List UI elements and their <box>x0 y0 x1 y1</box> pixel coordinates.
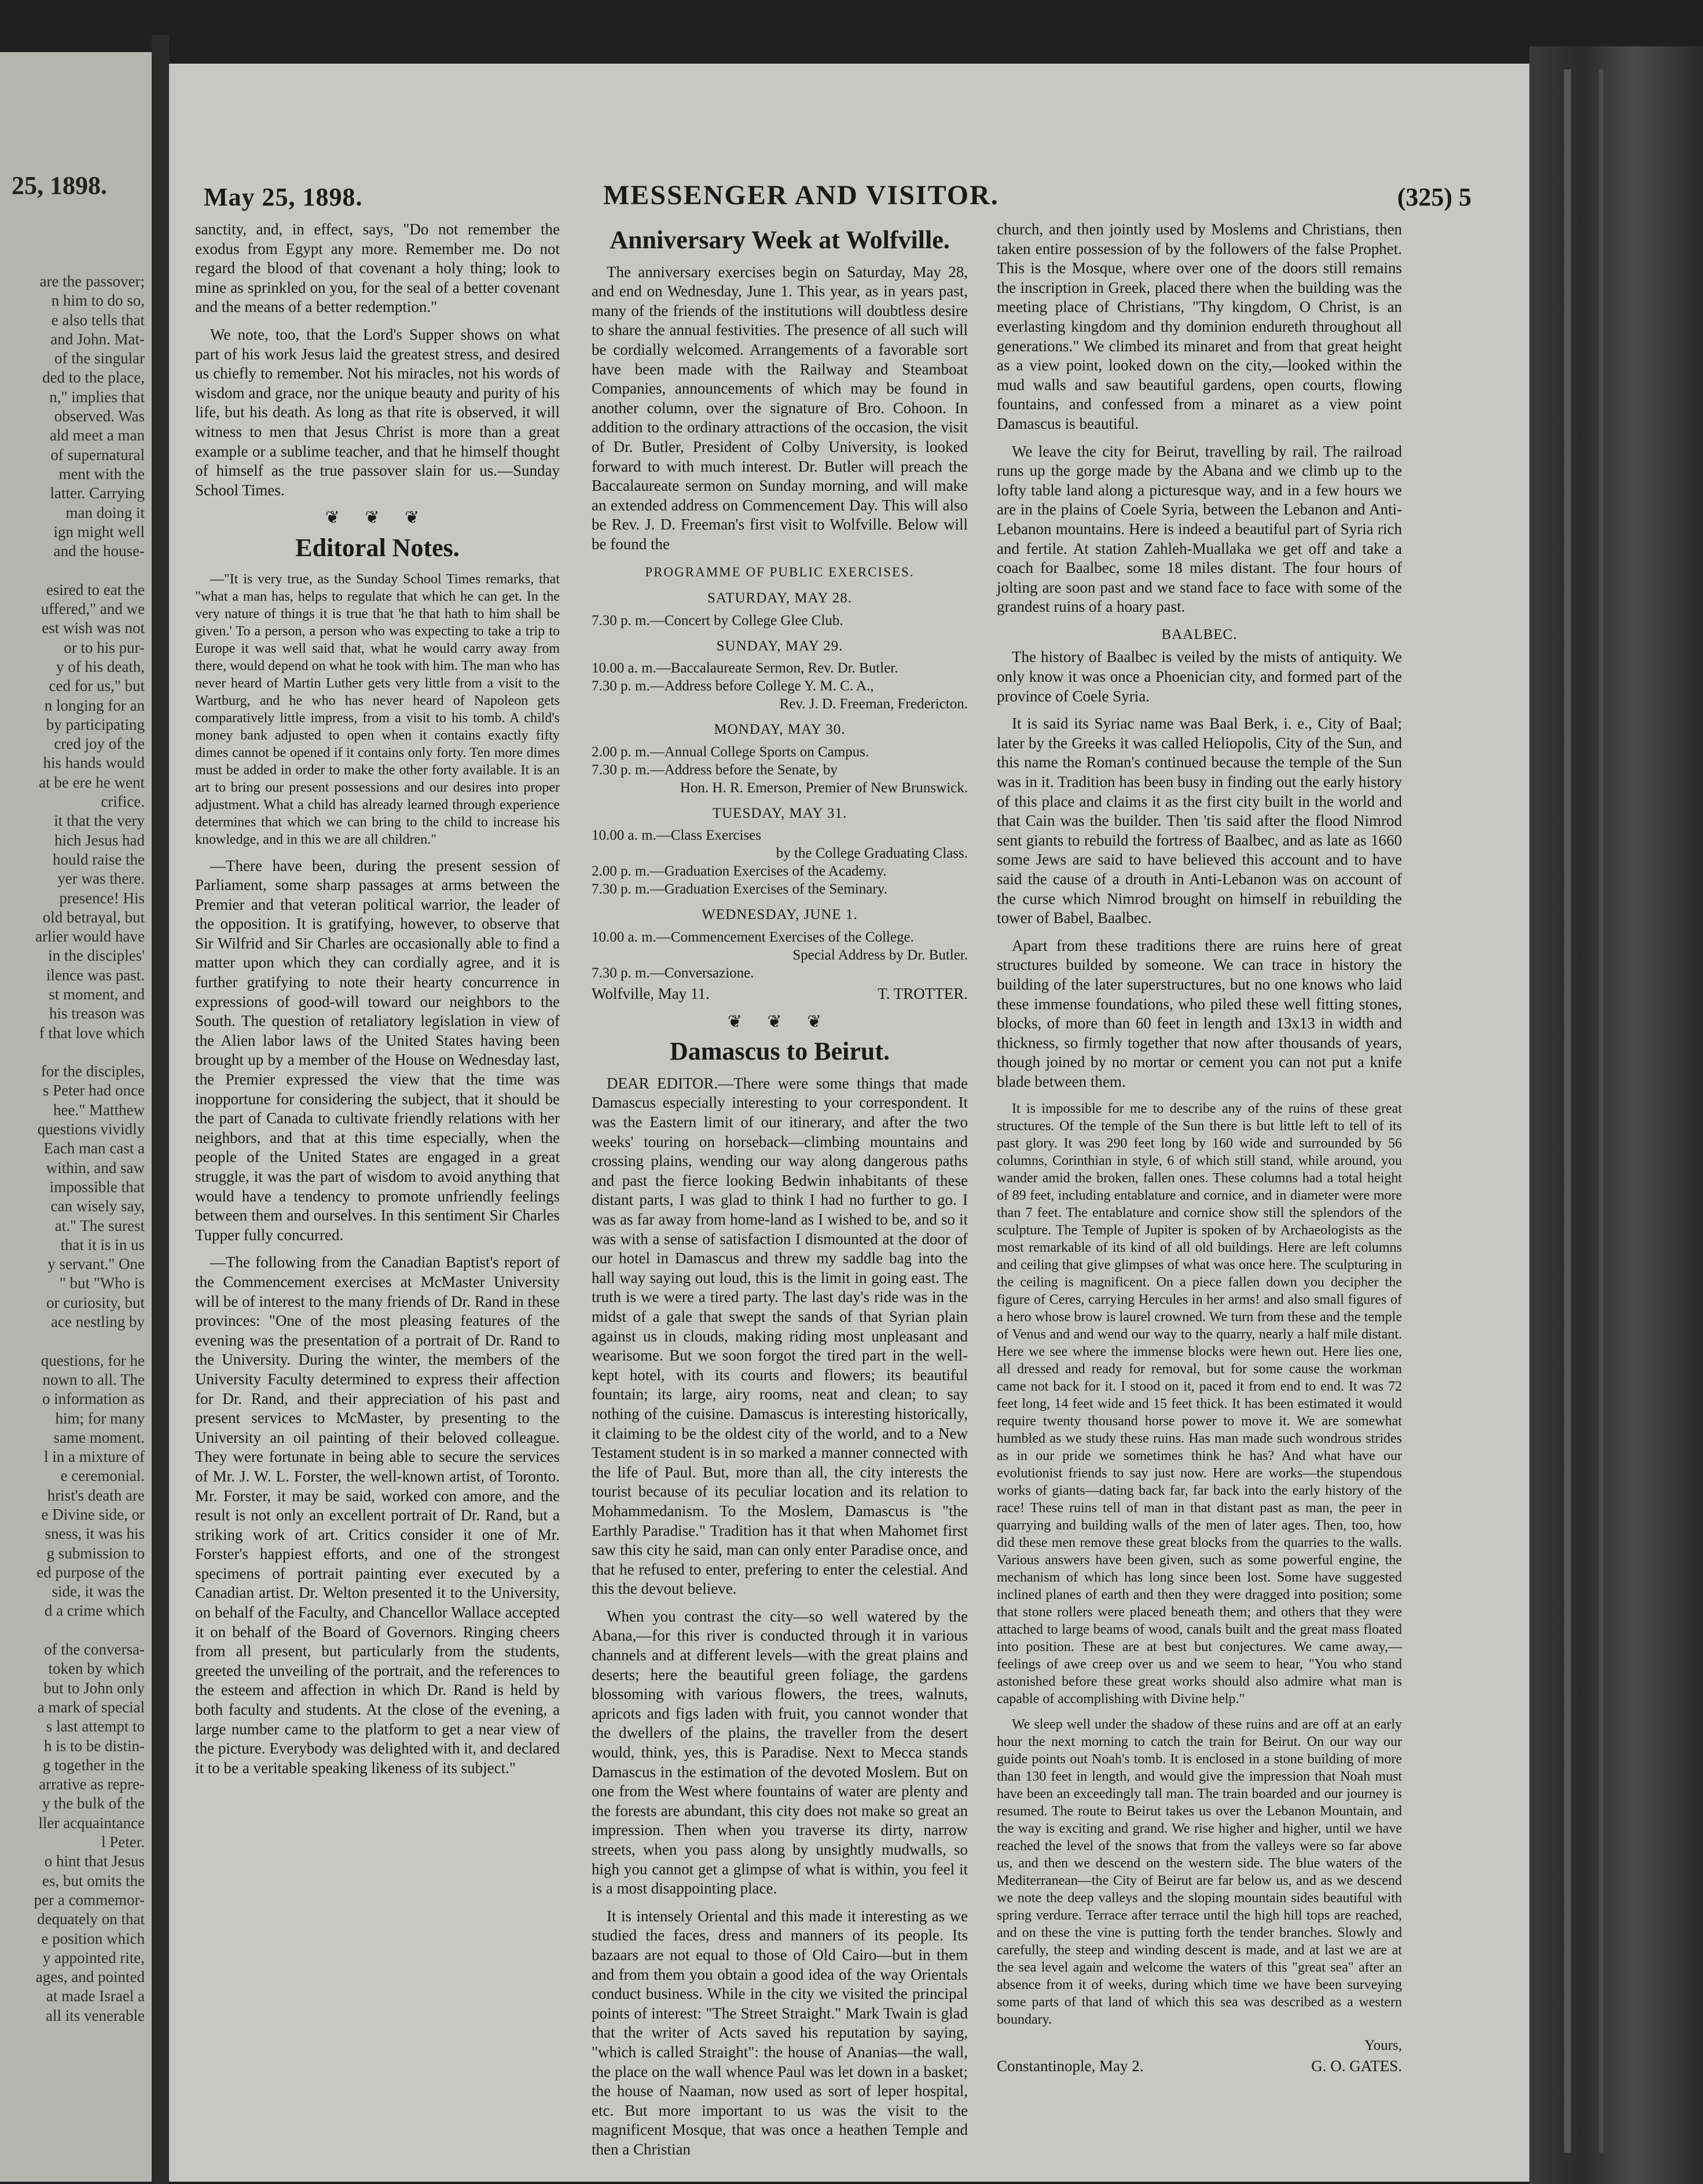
previous-page-line: o information as <box>42 1390 145 1408</box>
article-paragraph: DEAR EDITOR.—There were some things that made Damascus especially interesting to your correspondent. It was the Eastern limit of our itinerary, and after the two weeks' touring on horseback—climbing mountains and crossing plains, wending our way along dangerous paths and past the fierce looking Bedwin inhabitants of these distant parts, I was glad to think I had no further to go. I was as far away from home-land as I wished to be, and so it was with a sense of satisfaction I dismounted at the door of our hotel in Damascus and threw my saddle bag into the hall way saying out loud, this is the limit in going east. The truth is we were a tired party. The last day's ride was in the midst of a gale that swept the sands of that Syrian plain against us in clouds, making riding most unpleasant and wearisome. But we soon forgot the tired part in the well-kept hotel, with its courts and flowers; its beautiful fountain; its large, airy rooms, neat and clean; to say nothing of the cuisine. Damascus is interesting historically, it claiming to be the oldest city of the world, and to a New Testament student is in so marked a manner connected with the life of Paul. But, more than all, the city interests the tourist because of its peculiar location and its relation to Mohammedanism. To the Moslem, Damascus is "the Earthly Paradise." Tradition has it that when Mahomet first saw this city he said, man can only enter Paradise once, and that he refused to enter, prefering to enter the celestial. And this the devout believe. <box>592 1074 968 1598</box>
signature-name: G. O. GATES. <box>1311 2057 1402 2075</box>
programme-list <box>592 589 968 982</box>
previous-page-line: at be ere he went <box>39 773 145 791</box>
programme-item: Special Address by Dr. Butler. <box>792 947 968 964</box>
previous-page-line: in the disciples' <box>48 947 145 965</box>
previous-page-line: yer was there. <box>57 870 145 888</box>
previous-page-line: all its venerable <box>46 2006 145 2024</box>
previous-page-line: l Peter. <box>101 1833 145 1851</box>
article-paragraph: The history of Baalbec is veiled by the mists of antiquity. We only know it was once a Phoenician city, and formed part of the province of Coele Syria. <box>997 648 1402 705</box>
previous-page-line <box>0 1621 145 1640</box>
previous-page-line: impossible that <box>49 1178 145 1196</box>
previous-page-line: arrative as repre- <box>39 1775 145 1793</box>
previous-page-line: ace nestling by <box>51 1313 145 1331</box>
previous-page-line: same moment. <box>53 1428 145 1446</box>
previous-page-line: uffered," and we <box>41 600 145 618</box>
previous-page-line: side, it was the <box>52 1583 145 1601</box>
previous-page-line: g submission to <box>46 1544 145 1562</box>
previous-page-line: nown to all. The <box>42 1370 145 1388</box>
previous-page-text <box>0 272 145 2025</box>
masthead-title: MESSENGER AND VISITOR. <box>603 180 999 211</box>
programme-item: 10.00 a. m.—Commencement Exercises of the College. <box>592 929 914 946</box>
previous-page-line: for the disciples, <box>41 1062 145 1080</box>
previous-page-line: by participating <box>46 715 145 733</box>
previous-page-line: at made Israel a <box>46 1987 145 2005</box>
programme-item: Hon. H. R. Emerson, Premier of New Brunswick. <box>680 780 968 796</box>
spine-stripe <box>1564 69 1571 2153</box>
previous-page-line: ced for us," but <box>49 677 145 695</box>
article-paragraph: It is impossible for me to describe any of the ruins of these great structures. Of the temple of the Sun there is but little left to tell of its past glory. It was 290 feet long by 160 wide and surrounded by 56 columns, Corinthian in style, 6 of which still stand, while around, you wander amid the broken, fallen ones. These columns had a total height of 89 feet, including entablature and cornice, and in diameter were more than 7 feet. The entablature and cornice show still the splendors of the sculpture. The Temple of Jupiter is spoken of by Archaeologists as the most remarkable of its kind of all old buildings. Here are left columns and ceiling that give glimpses of what was once here. The sculpturing in the ceiling is magnificent. On a piece fallen down you decipher the figure of Ceres, carrying Hercules in her arms! and also small figures of a hero whose brow is laurel crowned. We turn from these and the temple of Venus and and wend our way to the quarry, nearly a half mile distant. Here we see where the immense blocks were hewn out. Here lies one, all dressed and ready for removal, but for some cause the workman came not back for it. I stood on it, paced it from end to end. It was 72 feet long, 14 feet wide and 15 feet thick. It has been estimated it would require twenty thousand horse power to move it. We are somewhat humbled as we study these ruins. Has man made such wondrous strides as in our pride we sometimes think he has? And what have our evolutionist friends to say just now. Here are works—the stupendous works of giants—dating back far, far back into the early history of the race! These ruins tell of man in that distant past as man, the peer in quarrying and building walls of the men of later ages. Then, too, how did these men remove these great blocks from the quarries to the walls. Various answers have been given, such as some powerful engine, the mechanism of which has long since been lost. Some have suggested inclined planes of earth and then they were dragged into position; some that stone rollers were placed beneath them; and others that they were attached to large beams of wood, canals built and the great mass floated into position. These are at best but conjectures. We came away,—feelings of awe creep over us and we seem to hear, "You who stand astonished before these great works should also admire what man is capable of accomplishing with Divine help." <box>997 1101 1402 1707</box>
previous-page-line: his treason was <box>49 1005 145 1023</box>
previous-page-line: of supernatural <box>50 446 145 464</box>
column-2 <box>592 220 968 2168</box>
book-gutter <box>152 35 169 2184</box>
article-paragraph: sanctity, and, in effect, says, "Do not remember the exodus from Egypt any more. Remember me. Do not regard the blood of that covenant a holy thing; look to mine as sprinkled on you, for the seal of a better covenant and the means of a better redemption." <box>195 220 560 316</box>
previous-page-date: 25, 1898. <box>12 171 107 200</box>
previous-page-line: of the singular <box>54 350 145 367</box>
newspaper-page <box>169 64 1529 2182</box>
section-ornament: ❦ ❦ ❦ <box>727 1012 832 1031</box>
previous-page-line: questions, for he <box>41 1351 145 1369</box>
article-paragraph: church, and then jointly used by Moslems and Christians, then taken entire possession of by the followers of the false Prophet. This is the Mosque, where over one of the doors still remains the inscription in Greek, placed there when the building was the meeting place of Christians, "Thy kingdom, O Christ, is an everlasting kingdom and thy dominion endureth throughout all generations." We climbed its minaret and from that great height as a view point, looked down on the city,—looked within the mud walls and saw beautiful gardens, open courts, flowing fountains, and confessed from a minaret as a view point Damascus is beautiful. <box>997 220 1402 432</box>
previous-page-line: observed. Was <box>54 407 145 425</box>
page-number: (325) 5 <box>1397 183 1471 211</box>
previous-page-line: latter. Carrying <box>50 484 145 502</box>
section-ornament: ❦ ❦ ❦ <box>325 508 430 528</box>
previous-page-line: g together in the <box>42 1756 145 1774</box>
signature-line <box>592 984 968 1004</box>
previous-page-line: y the bulk of the <box>42 1795 145 1812</box>
previous-page-line <box>0 561 145 580</box>
programme-day: SUNDAY, MAY 29. <box>716 638 843 654</box>
book-spine <box>1529 46 1703 2184</box>
previous-page-line <box>0 1043 145 1062</box>
programme-day: MONDAY, MAY 30. <box>714 722 846 738</box>
previous-page-line: d a crime which <box>44 1602 145 1620</box>
previous-page-line: a mark of special <box>37 1698 145 1716</box>
previous-page-line: that it is in us <box>60 1236 145 1253</box>
previous-page-line: him; for many <box>55 1409 145 1427</box>
previous-page-line: hee." Matthew <box>53 1101 145 1119</box>
previous-page-line: token by which <box>48 1660 145 1678</box>
previous-page-line: ller acquaintance <box>38 1814 145 1832</box>
article-paragraph: It is intensely Oriental and this made it interesting as we studied the faces, dress and manners of its people. Its bazaars are not equal to those of Old Cairo—but in them and from them you obtain a good idea of the way Orientals conduct business. While in the city we visited the principal points of interest: "The Street Straight." Mark Twain is glad that the writer of Acts saved his reputation by saying, "which is called Straight": the house of Ananias—the wall, the place on the wall whence Paul was let down in a basket; the house of Naaman, now used as sort of leper hospital, etc. But more important to us was the visit to the magnificent Mosque, that was once a heathen Temple and then a Christian <box>592 1907 968 2158</box>
previous-page-line: est wish was not <box>42 619 145 637</box>
previous-page-line: esired to eat the <box>46 580 145 598</box>
article-paragraph: Apart from these traditions there are ruins here of great structures builded by someone. We can trace in history the building of the later superstructures, but no one knows who laid these immense foundations, who piled these well fitting stones, blocks, of more than 60 feet in length and 13x13 in width and thickness, so firmly together that now after thousands of years, though joined by no mortar or cement you can not put a knife blade between them. <box>997 936 1402 1090</box>
section-heading-anniversary-week: Anniversary Week at Wolfville. <box>610 226 950 254</box>
previous-page-line: s last attempt to <box>46 1718 145 1736</box>
programme-item: 10.00 a. m.—Class Exercises <box>592 828 762 844</box>
previous-page-line: st moment, and <box>49 985 145 1003</box>
previous-page-line: crifice. <box>101 793 145 811</box>
previous-page-line: f that love which <box>39 1024 145 1042</box>
section-heading-editorial-notes: Editoral Notes. <box>295 533 460 562</box>
article-paragraph: The anniversary exercises begin on Saturday, May 28, and end on Wednesday, June 1. This year, as in years past, many of the friends of the institutions will doubtless desire to share the annual festivities. The presence of all such will be cordially welcomed. Arrangements of a favorable sort have been made with the Railway and Steamboat Companies, announcements of which may be found in another column, over the signature of Bro. Cohoon. In addition to the ordinary attractions of the occasion, the visit of Dr. Butler, President of Colby University, is looked forward to with much interest. Dr. Butler will preach the Baccalaureate sermon on Sunday morning, and will make an extended address on Commencement Day. This will also be Rev. J. D. Freeman's first visit to Wolfville. Below will be found the <box>592 263 968 553</box>
signature-line <box>997 2057 1402 2076</box>
programme-day: SATURDAY, MAY 28. <box>707 590 852 606</box>
article-paragraph: —There have been, during the present session of Parliament, some sharp passages at arms between the Premier and that veteran political warrior, the leader of the opposition. It is gratifying, however, to observe that Sir Wilfrid and Sir Charles are occasionally able to find a matter upon which they can cordially agree, and it is further gratifying to note their hearty concurrence in expressions of good-will toward our neighbors to the South. The question of retaliatory legislation in view of the Alien labor laws of the United States having been brought up by a member of the House on Wednesday last, the Premier expressed the view that the time was inopportune for considering the subject, that it should be the part of Canada to cultivate friendly relations with her neighbors, and that at this time especially, when the people of the United States are engaged in a great struggle, it was the part of wisdom to avoid anything that would have a tendency to promote unfriendly feelings between them and ourselves. In this sentiment Sir Charles Tupper fully concurred. <box>195 856 560 1244</box>
previous-page-line: and John. Mat- <box>50 330 145 348</box>
previous-page-line: l in a mixture of <box>44 1448 145 1466</box>
previous-page-line: n him to do so, <box>51 292 145 310</box>
previous-page-edge <box>0 52 152 2182</box>
previous-page-line: questions vividly <box>37 1120 145 1138</box>
previous-page-line: s Peter had once <box>42 1082 145 1100</box>
previous-page-line: it that the very <box>54 812 145 830</box>
previous-page-line: ign might well <box>53 523 145 541</box>
programme-item: 2.00 p. m.—Annual College Sports on Campus. <box>592 744 869 760</box>
previous-page-line: e also tells that <box>51 311 145 329</box>
article-paragraph: We leave the city for Beirut, travelling by rail. The railroad runs up the gorge made by the Abana and we climb up to the lofty table land along a picturesque way, and in a few hours we are in the plains of Coele Syria, between the Lebanon and Anti-Lebanon mountains. Here is indeed a beautiful part of Syria rich and fertile. At station Zahleh-Muallaka we get off and take a coach for Baalbec, some 18 miles distant. The four hours of jolting are soon past and we stand face to face with some of the grandest ruins of a hoary past. <box>997 442 1402 616</box>
section-heading-damascus: Damascus to Beirut. <box>669 1037 890 1066</box>
programme-item: by the College Graduating Class. <box>776 845 968 862</box>
previous-page-line: y appointed rite, <box>42 1948 145 1966</box>
page-date: May 25, 1898. <box>204 183 363 211</box>
article-paragraph: When you contrast the city—so well watered by the Abana,—for this river is conducted through it in various channels and at different levels—with the great plains and deserts; here the beautiful green foliage, the gardens blossoming with various flowers, the trees, walnuts, apricots and figs laden with fruit, you cannot wonder that the dwellers of the plains, the traveller from the desert would, think, yes, this is Paradise. Next to Mecca stands Damascus in the estimation of the devoted Moslem. But on one from the West where fountains of water are plenty and the forests are abundant, this city does not make so great an impression. Then when you traverse its dirty, narrow streets, when you pass along by unsightly mudwalls, so high you cannot get a glimpse of what is within, you feel it is a most disappointing place. <box>592 1607 968 1898</box>
signature-name: T. TROTTER. <box>878 985 968 1003</box>
previous-page-line: or curiosity, but <box>46 1293 145 1311</box>
programme-item: 7.30 p. m.—Address before College Y. M. C. A., <box>592 678 874 694</box>
previous-page-line: ment with the <box>58 465 145 483</box>
article-paragraph: —The following from the Canadian Baptist's report of the Commencement exercises at McMaster University will be of interest to the many friends of Dr. Rand in these provinces: "One of the most pleasing features of the evening was the presentation of a portrait of Dr. Rand to the University. During the winter, the members of the University Faculty determined to express their affection for Dr. Rand, and their appreciation of his past and present services to McMaster, by presenting to the University an oil painting of their beloved colleague. They were fortunate in being able to secure the services of Mr. J. W. L. Forster, the well-known artist, of Toronto. Mr. Forster, it may be said, worked con amore, and the result is not only an excellent portrait of Dr. Rand, but a striking work of art. Critics consider it one of Mr. Forster's happiest efforts, and one of the strongest specimens of portrait painting ever executed by a Canadian artist. Dr. Welton presented it to the University, on behalf of the Faculty, and Chancellor Wallace accepted it on behalf of the Board of Governors. Ringing cheers from all present, but particularly from the students, greeted the unveiling of the portrait, and the references to the esteem and affection in which Dr. Rand is held by both faculty and students. At the close of the evening, a large number came to the platform to get a near view of the picture. Everybody was delighted with it, and declared it to be a veritable speaking likeness of its subject." <box>195 1253 560 1777</box>
previous-page-line: h is to be distin- <box>44 1737 145 1755</box>
programme-item: 2.00 p. m.—Graduation Exercises of the Academy. <box>592 863 887 880</box>
previous-page-line: n," implies that <box>49 388 145 406</box>
article-paragraph: —"It is very true, as the Sunday School Times remarks, that "what a man has, helps to regulate that which he can get. In the very nature of things it is true that 'he that hath to him shall be given.' To a person, a person who was expecting to take a trip to Europe it was well said that, what he would carry away from there, would depend on what he took with him. The man who has never heard of Martin Luther gets very little from a visit to the Wartburg, and he who has never heard of Napoleon gets comparatively little impress, from a visit to his tomb. A child's money bank adjusted to open when it contains exactly fifty dimes cannot be opened if it contains only forty. Ten more dimes must be added in order to make the other forty available. It is an art to bring our present possessions and our desires into proper adjustment. What a child has already learned through experience determines that which we can bring to the child to increase his knowledge, and in this we are all children." <box>195 571 560 847</box>
programme-item: 7.30 p. m.—Graduation Exercises of the Seminary. <box>592 881 887 898</box>
previous-page-line: e Divine side, or <box>41 1506 145 1523</box>
previous-page-line: ded to the place, <box>42 369 145 387</box>
previous-page-line: or to his pur- <box>64 638 145 656</box>
programme-item: 10.00 a. m.—Baccalaureate Sermon, Rev. Dr. Butler. <box>592 660 898 676</box>
previous-page-line: e position which <box>41 1929 145 1947</box>
previous-page-line: his hands would <box>43 754 145 772</box>
previous-page-line: ald meet a man <box>49 426 145 444</box>
spine-stripe <box>1599 69 1603 2153</box>
previous-page-line: y servant." One <box>47 1255 145 1273</box>
signature-place: Wolfville, May 11. <box>592 985 710 1003</box>
previous-page-line: presence! His <box>59 889 145 907</box>
previous-page-line: old betrayal, but <box>42 908 145 926</box>
programme-item: 7.30 p. m.—Conversazione. <box>592 965 754 981</box>
previous-page-line: are the passover; <box>39 273 145 290</box>
signature-place: Constantinople, May 2. <box>997 2057 1144 2075</box>
column-3 <box>997 220 1402 2082</box>
article-paragraph: We note, too, that the Lord's Supper shows on what part of his work Jesus laid the greatest stress, and desired us chiefly to remember. Not his miracles, not his words of wisdom and grace, nor the unique beauty and purity of his life, but his death. As long as that rite is observed, it will witness to men that Jesus Christ is more than a great example or a sublime teacher, and that he himself thought of himself as the true passover slain for us.—Sunday School Times. <box>195 325 560 499</box>
closing-line: Yours, <box>1364 2037 1402 2053</box>
column-1 <box>195 220 560 1786</box>
previous-page-line: n longing for an <box>44 696 145 714</box>
programme-item: Rev. J. D. Freeman, Fredericton. <box>779 696 968 712</box>
sub-heading-baalbec: BAALBEC. <box>1161 626 1238 642</box>
previous-page-line: o hint that Jesus <box>44 1852 145 1870</box>
previous-page-line: hich Jesus had <box>54 831 145 849</box>
previous-page-line <box>0 1332 145 1351</box>
programme-day: TUESDAY, MAY 31. <box>712 805 847 821</box>
previous-page-line: Each man cast a <box>43 1139 145 1157</box>
previous-page-line: " but "Who is <box>59 1274 145 1292</box>
previous-page-line: ages, and pointed <box>35 1968 145 1986</box>
previous-page-line: y of his death, <box>56 657 145 675</box>
previous-page-line: sness, it was his <box>45 1525 145 1543</box>
previous-page-line: and the house- <box>53 542 145 560</box>
article-paragraph: We sleep well under the shadow of these ruins and are off at an early hour the next morning to catch the train for Beirut. On our way our guide points out Noah's tomb. It is enclosed in a stone building of more than 130 feet in length, and would give the impression that Noah must have been an exceedingly tall man. The train boarded and our journey is resumed. The route to Beirut takes us over the Lebanon Mountain, and the way is exciting and grand. We rise higher and higher, until we have reached the level of the snows that from the valleys were so far above us, and then we descend on the western side. The blue waters of the Mediterranean—the City of Beirut are far below us, and as we descend we note the deep valleys and the sloping mountain sides beautiful with spring verdure. Terrace after terrace until the high hill tops are reached, and on these the vine is putting forth the tender branches. Slowly and carefully, the steep and winding descent is made, and at last we are at the sea level again and welcome the waters of this "great sea" after an absence from it of weeks, during which time we have been surveying some parts of that land of which this sea was described as a western boundary. <box>997 1716 1402 2027</box>
previous-page-line: man doing it <box>65 503 145 521</box>
previous-page-line: dequately on that <box>37 1910 145 1928</box>
previous-page-line: ed purpose of the <box>36 1563 145 1581</box>
previous-page-line: ilence was past. <box>46 966 145 984</box>
previous-page-line: within, and saw <box>46 1159 145 1176</box>
programme-item: 7.30 p. m.—Address before the Senate, by <box>592 762 838 778</box>
previous-page-line: can wisely say, <box>50 1197 145 1215</box>
previous-page-line: per a commemor- <box>34 1891 145 1909</box>
previous-page-line: hould raise the <box>53 850 145 868</box>
previous-page-line: at." The surest <box>54 1216 145 1234</box>
programme-title: PROGRAMME OF PUBLIC EXERCISES. <box>645 564 915 579</box>
previous-page-line: of the conversa- <box>44 1641 145 1659</box>
article-paragraph: It is said its Syriac name was Baal Berk, i. e., City of Baal; later by the Greeks it was called Heliopolis, City of the Sun, and this name the Roman's continued because the temple of the Sun was in it. Tradition has been busy in finding out the early history of this place and claims it as the first city built in the world and that Cain was the builder. Then 'tis said after the flood Nimrod sent giants to rebuild the fortress of Baalbec, and as late as 1660 some Jews are said to have believed this account and to have said the cause of a drouth in Anti-Lebanon was on account of the curse which Nimrod brought on himself in rebuilding the tower of Babel, Baalbec. <box>997 715 1402 927</box>
previous-page-line: arlier would have <box>35 928 145 946</box>
previous-page-line: hrist's death are <box>47 1486 145 1504</box>
programme-item: 7.30 p. m.—Concert by College Glee Club. <box>592 612 843 628</box>
previous-page-line: cred joy of the <box>54 735 145 753</box>
previous-page-line: but to John only <box>43 1679 145 1697</box>
previous-page-line: es, but omits the <box>42 1872 145 1889</box>
programme-day: WEDNESDAY, JUNE 1. <box>702 907 858 923</box>
previous-page-line: e ceremonial. <box>60 1467 145 1485</box>
